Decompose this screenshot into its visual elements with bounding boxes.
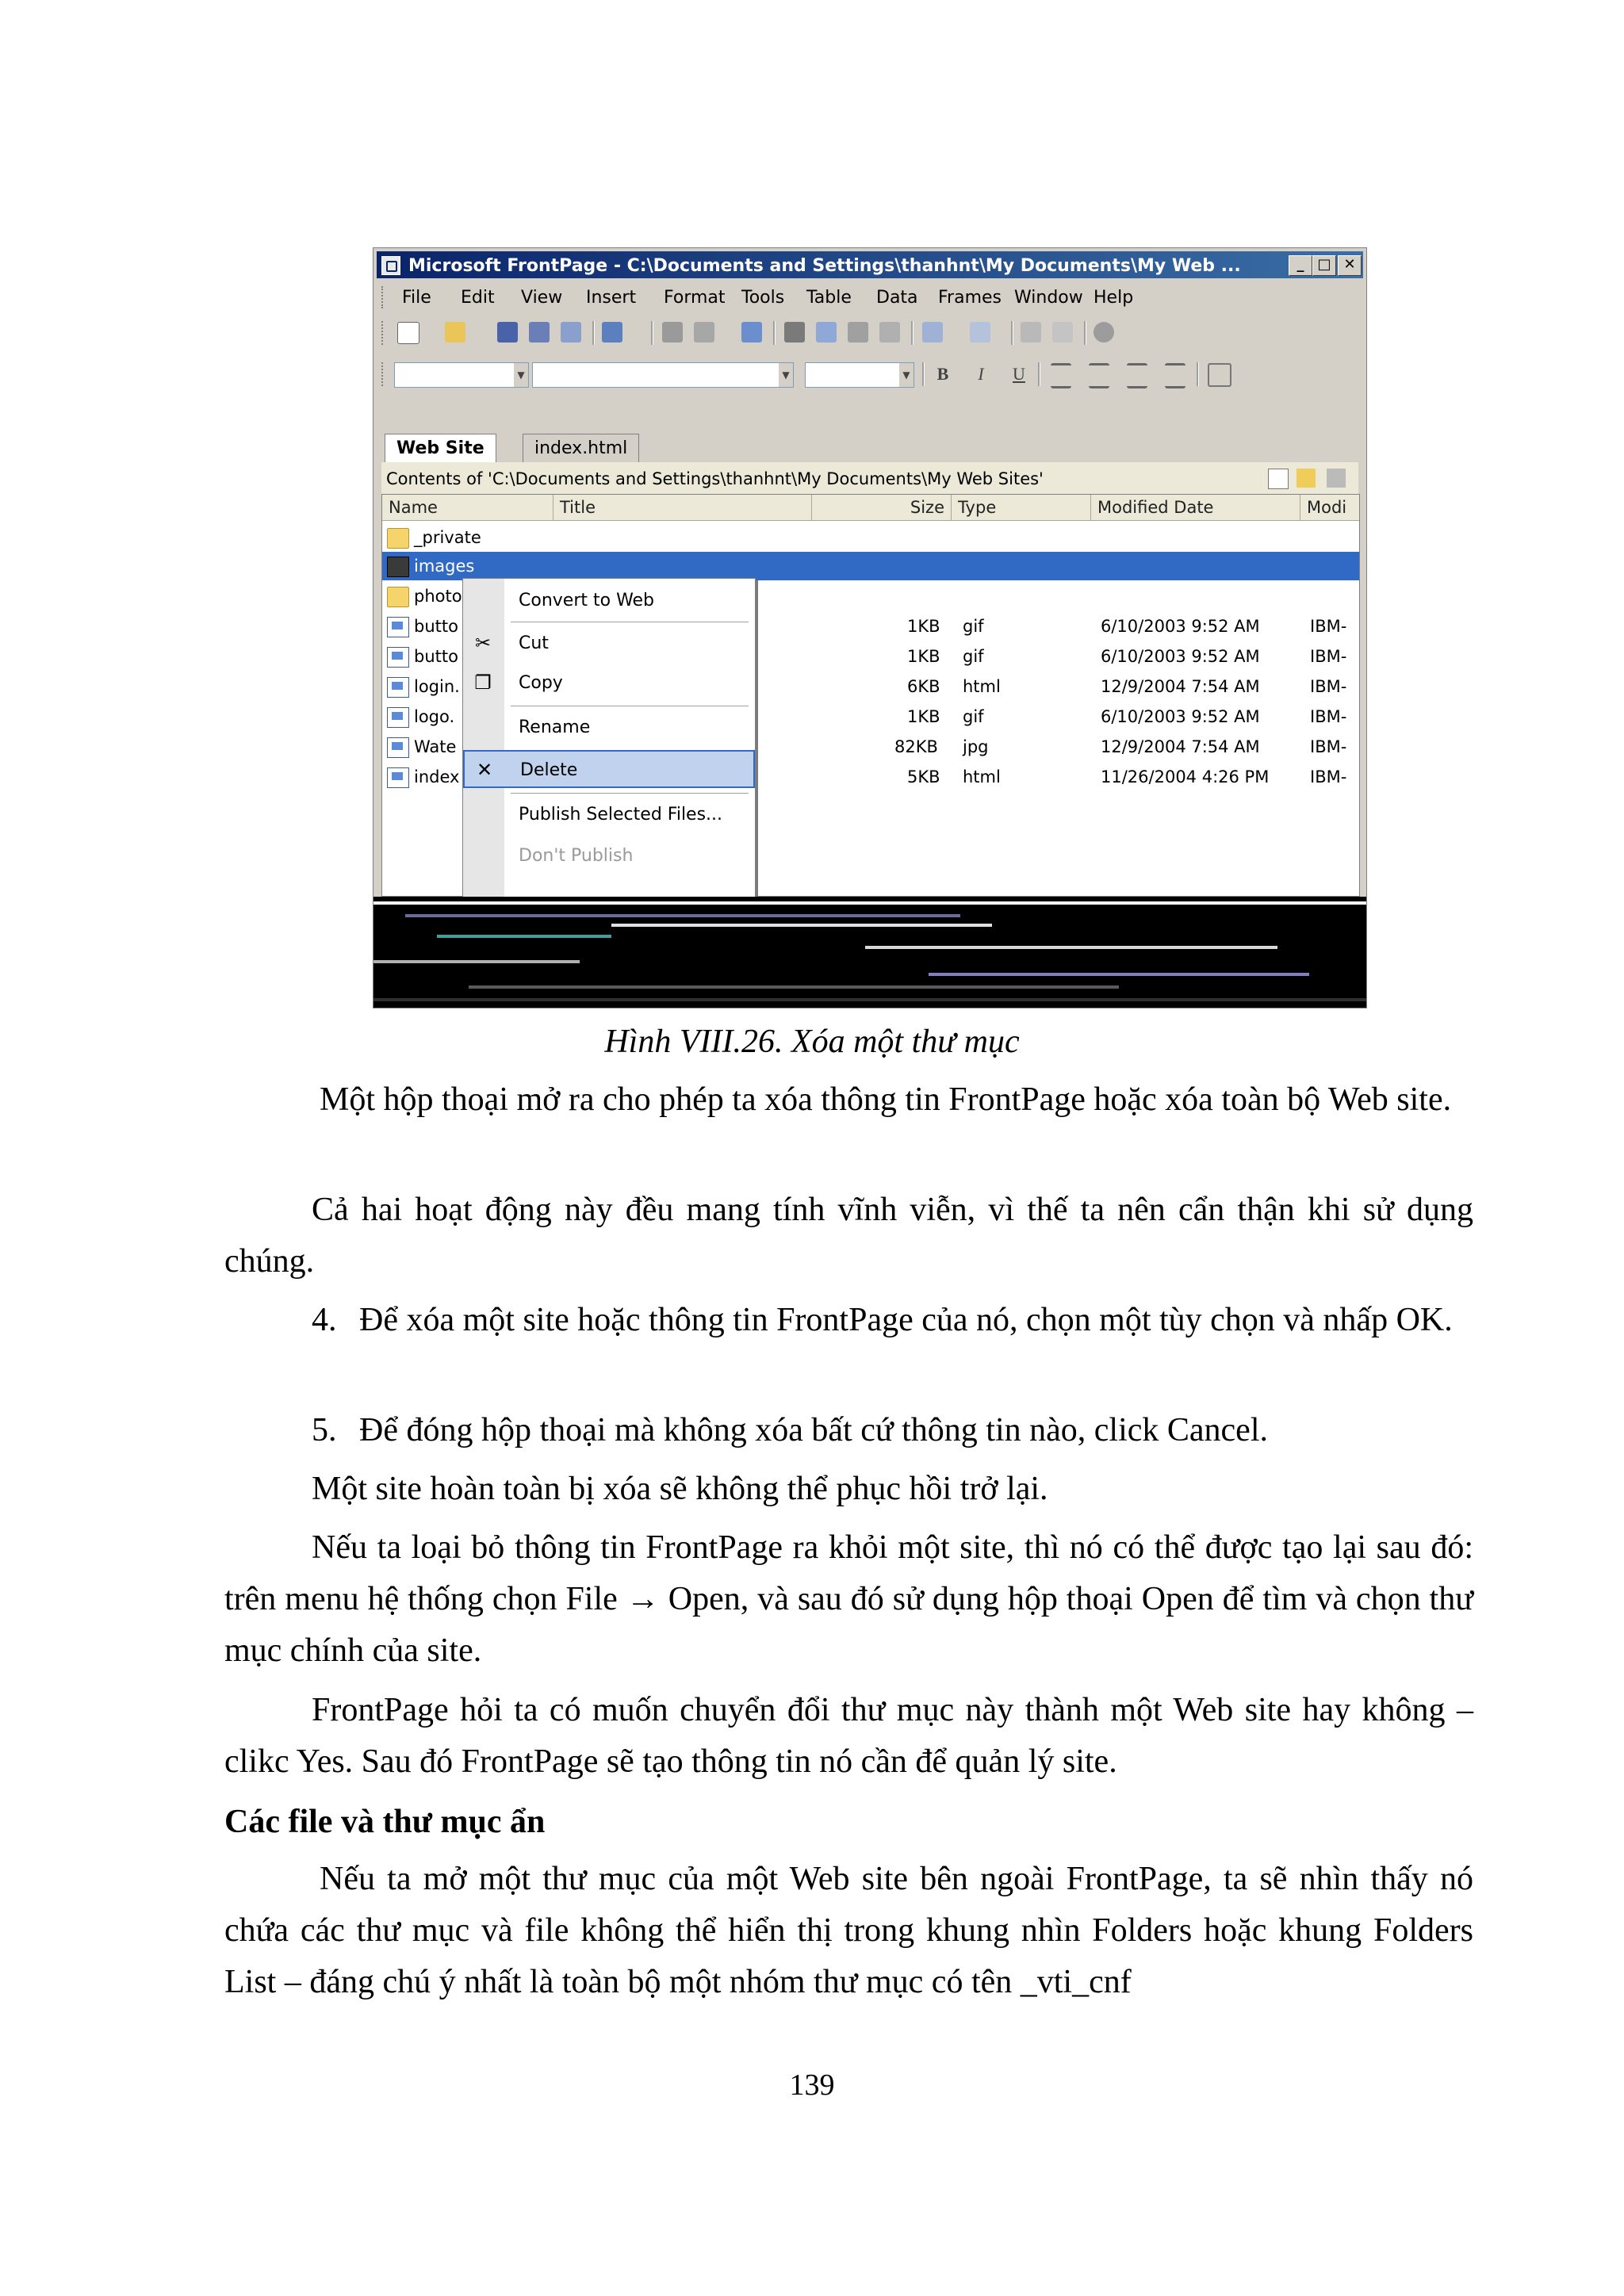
file-size: 1KB: [907, 647, 940, 666]
tab-label: Web Site: [396, 438, 485, 458]
title-bar: [377, 251, 1363, 278]
file-modified-by: IBM-: [1310, 677, 1347, 696]
menu-format[interactable]: Format: [664, 288, 726, 308]
menu-item-delete[interactable]: [463, 750, 755, 788]
glitch-line: [929, 973, 1309, 976]
folder-path: Contents of 'C:\Documents and Settings\thanhnt\My Documents\My Web Sites': [386, 469, 1044, 488]
menu-item-cut[interactable]: [463, 625, 755, 663]
italic-button[interactable]: I: [978, 364, 984, 384]
underline-button[interactable]: U: [1013, 364, 1025, 384]
search-icon[interactable]: [529, 322, 550, 342]
toolbar-separator: [1084, 321, 1086, 345]
folder-icon: [387, 528, 409, 549]
toolbar-separator: [651, 321, 653, 345]
menu-data[interactable]: Data: [876, 288, 918, 308]
column-header: [382, 495, 1359, 521]
menu-item-label: Delete: [520, 760, 578, 780]
borders-icon[interactable]: [1208, 363, 1231, 387]
copy-icon: ❐: [474, 672, 492, 694]
file-modified-by: IBM-: [1310, 617, 1347, 636]
publish-icon[interactable]: [561, 322, 581, 342]
toolbar-separator: [1038, 362, 1040, 386]
glitch-line: [437, 935, 611, 938]
file-modified-by: IBM-: [1310, 767, 1347, 786]
cut-icon[interactable]: [784, 322, 805, 342]
paragraph: Nếu ta mở một thư mục của một Web site bên ngoài FrontPage, ta sẽ nhìn thấy nó chứa các thư mục và file không thể hiển thị trong khung nhìn Folders hoặc khung Folders List – đáng chú ý nhất là toàn bộ một nhóm thư mục có tên _vti_cnf: [224, 1861, 1473, 2000]
tab-index-html[interactable]: [523, 434, 639, 463]
file-type: html: [963, 767, 1001, 786]
menu-item-dont-publish: [463, 837, 755, 875]
toolbar-separator: [911, 321, 914, 345]
glitch-line: [469, 985, 1119, 989]
file-date: 6/10/2003 9:52 AM: [1101, 617, 1260, 636]
delete-x-icon: ✕: [476, 759, 493, 781]
file-name: butto: [414, 647, 458, 666]
menu-help[interactable]: Help: [1094, 288, 1134, 308]
font-combo[interactable]: [532, 362, 794, 388]
paragraph: Nếu ta loại bỏ thông tin FrontPage ra khỏi một site, thì nó có thể được tạo lại sau đó: trên menu hệ thống chọn File → Open, và sau đó sử dụng hộp thoại Open để tìm và chọn thư mục chính của site.: [224, 1529, 1473, 1669]
menu-item-label: Don't Publish: [519, 846, 634, 866]
glitch-line: [611, 924, 992, 927]
new-folder-icon[interactable]: [1297, 469, 1316, 488]
style-combo[interactable]: [394, 362, 529, 388]
file-name: butto: [414, 617, 458, 636]
file-size: 1KB: [907, 617, 940, 636]
toolbar-grip[interactable]: [381, 362, 386, 386]
file-type: jpg: [963, 737, 989, 756]
column-modified-by[interactable]: Modi: [1307, 498, 1347, 517]
align-center-icon[interactable]: [1089, 363, 1109, 388]
file-name: login.: [414, 677, 460, 696]
print-icon[interactable]: [662, 322, 683, 342]
menu-window[interactable]: Window: [1014, 288, 1083, 308]
menu-frames[interactable]: Frames: [938, 288, 1002, 308]
menu-item-convert-to-web[interactable]: [463, 582, 755, 620]
file-name: index: [414, 767, 460, 786]
menu-insert[interactable]: Insert: [586, 288, 637, 308]
file-size: 1KB: [907, 707, 940, 726]
toolbar-separator: [922, 362, 925, 386]
menu-item-publish-selected[interactable]: [463, 796, 755, 834]
file-date: 12/9/2004 7:54 AM: [1101, 677, 1260, 696]
web-component-icon[interactable]: [602, 322, 622, 342]
bold-button[interactable]: B: [936, 364, 949, 384]
tab-bar: [381, 427, 1358, 463]
scissors-icon: ✂: [474, 632, 492, 654]
context-menu: [462, 578, 756, 905]
file-size: 6KB: [907, 677, 940, 696]
paste-icon[interactable]: [848, 322, 868, 342]
path-bar: [381, 462, 1358, 494]
html-file-icon: [387, 677, 409, 698]
html-file-icon: [387, 767, 409, 788]
redo-icon[interactable]: [970, 322, 990, 342]
column-size[interactable]: Size: [812, 495, 952, 520]
file-type: html: [963, 677, 1001, 696]
new-page-icon[interactable]: [1268, 469, 1289, 489]
font-size-combo[interactable]: [805, 362, 914, 388]
file-type: gif: [963, 647, 984, 666]
paragraph: Cả hai hoạt động này đều mang tính vĩnh viễn, vì thế ta nên cẩn thận khi sử dụng chúng.: [224, 1192, 1473, 1280]
file-date: 6/10/2003 9:52 AM: [1101, 647, 1260, 666]
list-number: 5.: [312, 1412, 337, 1448]
formatting-toolbar: [377, 356, 1363, 392]
toolbar-separator: [773, 321, 776, 345]
figure-caption: Hình VIII.26. Xóa một thư mục: [604, 1024, 1020, 1060]
file-name: _private: [414, 528, 481, 547]
image-file-icon: [387, 737, 409, 758]
format-painter-icon[interactable]: [879, 322, 900, 342]
file-type: gif: [963, 707, 984, 726]
menu-edit[interactable]: Edit: [461, 288, 495, 308]
file-name: Wate: [414, 737, 457, 756]
file-date: 12/9/2004 7:54 AM: [1101, 737, 1260, 756]
paragraph: FrontPage hỏi ta có muốn chuyển đổi thư mục này thành một Web site hay không – clikc Yes. Sau đó FrontPage sẽ tạo thông tin nó cần để quản lý site.: [224, 1692, 1473, 1780]
minimize-button[interactable]: _: [1289, 255, 1312, 276]
file-name: logo.: [414, 707, 455, 726]
image-file-icon: [387, 647, 409, 668]
close-button[interactable]: ✕: [1338, 255, 1362, 276]
image-file-icon: [387, 617, 409, 637]
up-folder-icon[interactable]: [1327, 469, 1346, 488]
toolbar-grip[interactable]: [381, 321, 386, 345]
align-right-icon[interactable]: [1127, 363, 1147, 388]
section-heading: Các file và thư mục ẩn: [224, 1804, 546, 1840]
paragraph: Một hộp thoại mở ra cho phép ta xóa thông tin FrontPage hoặc xóa toàn bộ Web site.: [320, 1081, 1452, 1118]
menu-item-label: Copy: [519, 673, 563, 693]
menu-table[interactable]: Table: [806, 288, 852, 308]
menu-item-label: Rename: [519, 718, 591, 737]
menu-bar: [377, 281, 1363, 313]
tab-label: index.html: [534, 438, 628, 458]
copy-icon[interactable]: [816, 322, 837, 342]
page-number: 139: [789, 2068, 835, 2102]
list-number: 4.: [312, 1302, 337, 1338]
glitch-line: [373, 901, 1366, 905]
open-folder-icon[interactable]: [445, 322, 465, 342]
file-name: images: [414, 557, 475, 576]
menu-tools[interactable]: Tools: [741, 288, 785, 308]
menu-view[interactable]: View: [521, 288, 563, 308]
image-file-icon: [387, 707, 409, 728]
column-modified-date[interactable]: Modified Date: [1091, 495, 1300, 520]
toolbar-separator: [1197, 362, 1199, 386]
glitch-line: [373, 960, 580, 963]
chevron-down-icon: ▼: [514, 363, 528, 387]
menu-file[interactable]: File: [402, 288, 431, 308]
insert-table-icon[interactable]: [1021, 322, 1041, 342]
menu-item-label: Convert to Web: [519, 591, 655, 610]
file-date: 6/10/2003 9:52 AM: [1101, 707, 1260, 726]
help-icon[interactable]: [1094, 322, 1114, 342]
file-size: 82KB: [894, 737, 938, 756]
file-modified-by: IBM-: [1310, 647, 1347, 666]
save-icon[interactable]: [497, 322, 518, 342]
menu-separator: [511, 793, 749, 794]
file-name: photo: [414, 587, 462, 606]
menu-item-rename[interactable]: [463, 709, 755, 747]
file-modified-by: IBM-: [1310, 737, 1347, 756]
list-item[interactable]: [382, 523, 1359, 552]
maximize-button[interactable]: □: [1312, 255, 1336, 276]
align-left-icon[interactable]: [1051, 363, 1071, 388]
frontpage-screenshot: [373, 247, 1367, 1008]
paragraph: Một site hoàn toàn bị xóa sẽ không thể phục hồi trở lại.: [312, 1471, 1048, 1507]
corrupted-image-strip: [373, 897, 1366, 1008]
file-type: gif: [963, 617, 984, 636]
justify-icon[interactable]: [1165, 363, 1185, 388]
glitch-line: [373, 998, 1366, 1001]
menu-item-label: Cut: [519, 633, 549, 653]
chevron-down-icon: ▼: [779, 363, 793, 387]
column-title[interactable]: Title: [553, 495, 812, 520]
list-item-text: Để xóa một site hoặc thông tin FrontPage của nó, chọn một tùy chọn và nhấp OK.: [359, 1302, 1453, 1338]
tab-web-site[interactable]: [385, 434, 496, 464]
toolbar-separator: [1011, 321, 1013, 345]
file-modified-by: IBM-: [1310, 707, 1347, 726]
standard-toolbar: [377, 315, 1363, 351]
toolbar-separator: [592, 321, 595, 345]
insert-picture-icon[interactable]: [1052, 322, 1073, 342]
new-page-icon[interactable]: [397, 322, 419, 344]
menu-item-copy[interactable]: [463, 664, 755, 702]
list-item-text: Để đóng hộp thoại mà không xóa bất cứ thông tin nào, click Cancel.: [359, 1412, 1268, 1448]
menubar-grip[interactable]: [381, 286, 386, 308]
preview-icon[interactable]: [694, 322, 714, 342]
glitch-line: [405, 914, 960, 917]
app-icon: [381, 256, 400, 275]
column-name[interactable]: Name: [382, 495, 553, 520]
window-title: Microsoft FrontPage - C:\Documents and Settings\thanhnt\My Documents\My Web ...: [408, 256, 1241, 276]
glitch-line: [865, 946, 1277, 949]
folder-icon: [387, 557, 409, 577]
folder-icon: [387, 587, 409, 607]
file-size: 5KB: [907, 767, 940, 786]
undo-icon[interactable]: [922, 322, 943, 342]
file-date: 11/26/2004 4:26 PM: [1101, 767, 1270, 786]
column-type[interactable]: Type: [952, 495, 1091, 520]
spelling-icon[interactable]: [741, 322, 762, 342]
list-item-selected[interactable]: [382, 552, 1359, 580]
menu-item-label: Publish Selected Files...: [519, 805, 723, 825]
chevron-down-icon: ▼: [899, 363, 914, 387]
